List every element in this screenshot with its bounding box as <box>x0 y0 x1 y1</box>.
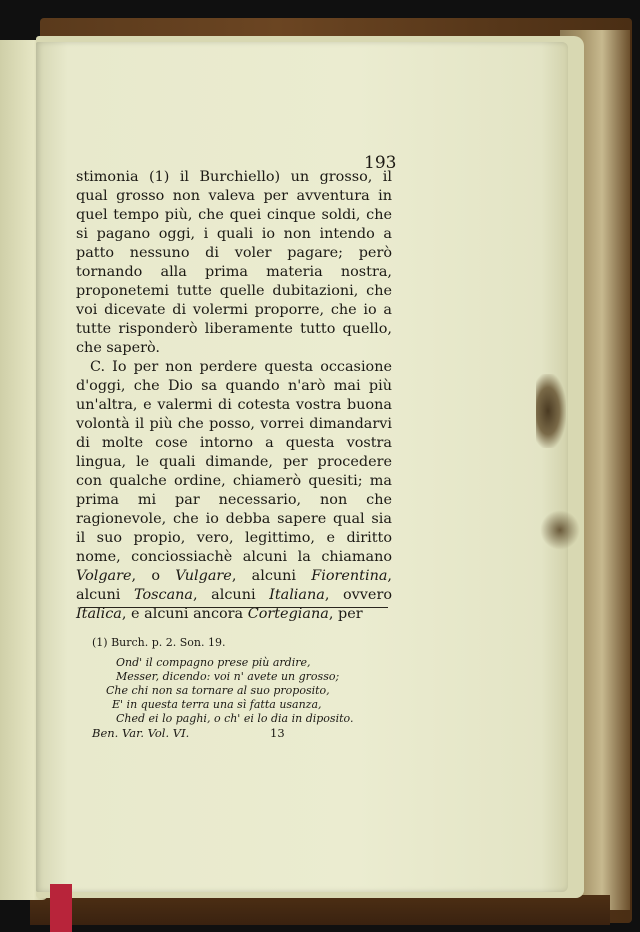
sep: , ovvero <box>324 587 392 603</box>
paragraph-2-lead: C. Io per non perdere questa occasione d'oggi, che Dio sa quando n'arò mai più un'altra, e valermi di cotesta vostra buona volontà il più che posso, vorrei dimandarvi di molte cose intorno a questa vostra lingua, le quali dimande, per procedere con qualche ordine, chiamerò quesiti; ma prima mi par necessario, non che ragionevole, che io debba sapere qual sia il suo propio, vero, legittimo, e diritto nome, conciossiachè alcuni la chiamano <box>76 359 392 565</box>
footnote-verse: Ond' il compagno prese più ardire, <box>116 656 311 669</box>
water-stain-lower <box>540 510 580 550</box>
main-text <box>76 168 392 624</box>
footnote-verse: Ched ei lo paghi, o ch' ei lo dia in diposito. <box>116 712 354 725</box>
bookmark-ribbon <box>50 884 72 932</box>
term-italica: Italica <box>76 606 122 622</box>
term-fiorentina: Fiorentina <box>311 568 388 584</box>
footnote <box>92 636 392 726</box>
term-vulgare: Vulgare <box>175 568 232 584</box>
footnote-verse: E' in questa terra una sì fatta usanza, <box>112 698 322 711</box>
paragraph-1: stimonia (1) il Burchiello) un grosso, il qual grosso non valeva per avventura in quel tempo più, che quei cinque soldi, che si pagano oggi, i quali io non intendo a patto nessuno di voler pagare; però tornando alla prima materia nostra, proponetemi tutte quelle dubitazioni, che voi dicevate di volermi proporre, che io a tutte risponderò liberamente tutto quello, che saperò. <box>76 169 392 356</box>
term-italiana: Italiana <box>269 587 325 603</box>
page-number: 193 <box>364 153 397 173</box>
term-volgare: Volgare <box>76 568 132 584</box>
term-toscana: Toscana <box>133 587 194 603</box>
footnote-reference: (1) Burch. p. 2. Son. 19. <box>92 636 226 649</box>
sep: , e alcuni ancora <box>121 606 244 622</box>
sep: , alcuni <box>76 568 392 603</box>
footnote-verse: Che chi non sa tornare al suo proposito, <box>106 684 330 697</box>
sep: , o <box>131 568 161 584</box>
paragraph-2-tail: , per <box>328 606 363 622</box>
volume-signature: Ben. Var. Vol. VI. <box>92 726 190 740</box>
term-cortegiana: Cortegiana <box>247 606 329 622</box>
sep: , alcuni <box>231 568 297 584</box>
footnote-verse: Messer, dicendo: voi n' avete un grosso; <box>116 670 340 683</box>
water-stain <box>536 374 566 448</box>
paragraph-2 <box>76 358 392 624</box>
gathering-mark: 13 <box>270 726 285 740</box>
sep: , alcuni <box>193 587 256 603</box>
book-board-bottom <box>30 895 610 925</box>
footnote-rule <box>80 607 388 608</box>
